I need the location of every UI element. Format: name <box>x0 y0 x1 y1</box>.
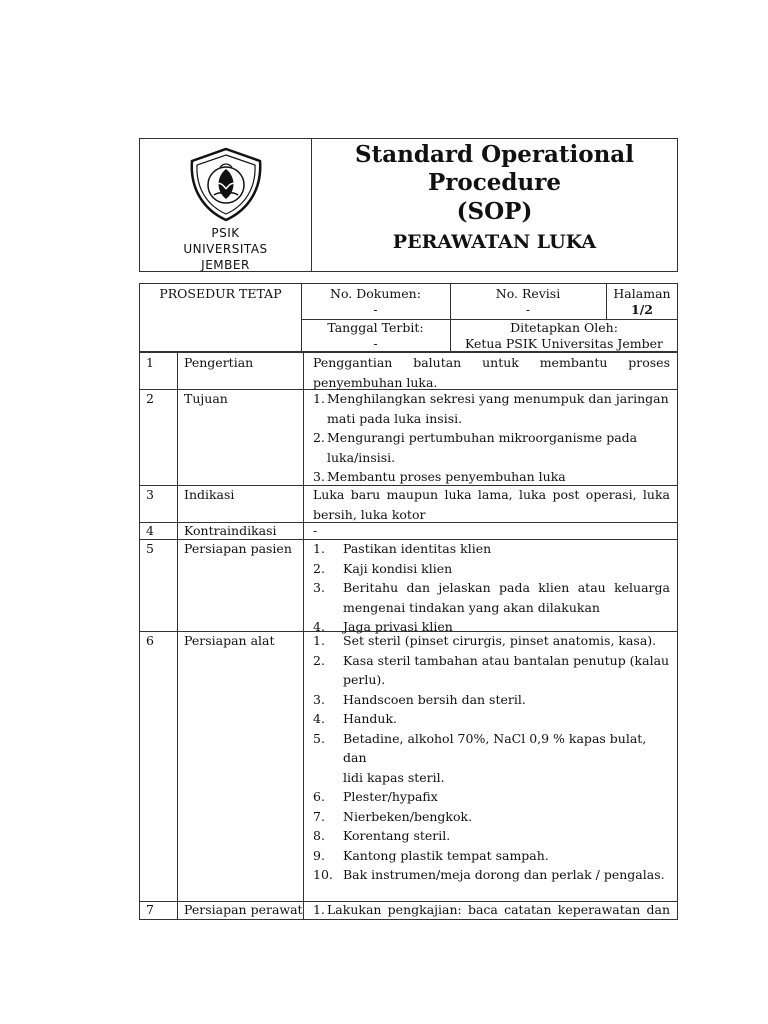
content-line: Lakukan pengkajian: baca catatan keperawatan dan <box>327 902 670 917</box>
tanggal-terbit-value: - <box>373 336 378 351</box>
list-item: 8. Korentang steril. <box>313 828 451 843</box>
list-item: 5. Betadine, alkohol 70%, NaCl 0,9 % kapas bulat, dan lidi kapas steril. <box>313 730 647 785</box>
no-revisi-cell <box>450 286 606 318</box>
procedure-table <box>139 352 678 920</box>
organization-name <box>140 225 311 273</box>
content-line: Penggantian balutan untuk membantu proses <box>313 355 670 370</box>
list-item: 9. Kantong plastik tempat sampah. <box>313 847 549 863</box>
document-info-grid <box>139 283 678 352</box>
table-row <box>140 352 677 390</box>
row-number: 2 <box>146 391 154 406</box>
org-line-psik: PSIK <box>211 226 240 240</box>
halaman-cell <box>606 286 678 318</box>
table-row <box>140 486 677 523</box>
tanggal-terbit-cell <box>301 320 450 352</box>
list-number: 1. <box>313 902 325 917</box>
list-item: 1. Menghilangkan sekresi yang menumpuk dan jaringan mati pada luka insisi. <box>313 391 669 426</box>
row-label: Persiapan pasien <box>184 541 292 556</box>
row-label: Indikasi <box>184 487 235 502</box>
row-content <box>313 900 670 920</box>
row-number: 6 <box>146 633 154 648</box>
tanggal-terbit-label: Tanggal Terbit: <box>327 320 424 335</box>
row-content <box>313 353 670 392</box>
row-label: Persiapan alat <box>184 633 275 648</box>
list-item: 2. Kaji kondisi klien <box>313 560 453 576</box>
persiapan-alat-list <box>313 631 670 885</box>
no-dokumen-label: No. Dokumen: <box>330 286 421 301</box>
list-item: 3. Membantu proses penyembuhan luka <box>313 469 566 484</box>
list-item: 3. Handscoen bersih dan steril. <box>313 691 526 707</box>
document-title-abbrev: (SOP) <box>456 198 533 225</box>
content-line: bersih, luka kotor <box>313 506 426 522</box>
row-label: Persiapan perawat <box>184 902 303 917</box>
ditetapkan-cell <box>450 320 678 352</box>
table-row <box>140 632 677 902</box>
table-row <box>140 540 677 632</box>
row-number: 4 <box>146 523 154 538</box>
prosedur-tetap-label: PROSEDUR TETAP <box>159 286 282 301</box>
list-item: 2. Mengurangi pertumbuhan mikroorganisme pada luka/insisi. <box>313 430 638 465</box>
ditetapkan-label: Ditetapkan Oleh: <box>510 320 618 335</box>
sop-header <box>139 138 678 272</box>
content-line: Luka baru maupun luka lama, luka post operasi, luka <box>313 487 670 502</box>
list-item: 7. Nierbeken/bengkok. <box>313 808 473 824</box>
tujuan-list <box>313 389 670 487</box>
row-number: 5 <box>146 541 154 556</box>
list-item: 1. Pastikan identitas klien <box>313 541 492 556</box>
row-number: 1 <box>146 355 154 370</box>
org-line-universitas: UNIVERSITAS <box>183 242 268 256</box>
row-content: - <box>313 523 318 538</box>
halaman-label: Halaman <box>613 286 671 301</box>
list-item: 1. Set steril (pinset cirurgis, pinset anatomis, kasa). <box>313 633 657 648</box>
logo-cell <box>140 139 312 271</box>
list-item: 6. Plester/hypafix <box>313 789 438 804</box>
title-cell <box>312 139 677 271</box>
row-label: Tujuan <box>184 391 228 406</box>
table-row <box>140 902 677 920</box>
row-number: 7 <box>146 902 154 917</box>
table-row <box>140 523 677 540</box>
row-content <box>313 485 670 524</box>
row-label: Kontraindikasi <box>184 523 277 538</box>
document-title: Standard Operational Procedure <box>355 141 634 196</box>
halaman-value: 1/2 <box>631 302 653 317</box>
no-dokumen-value: - <box>373 302 378 317</box>
no-revisi-label: No. Revisi <box>495 286 561 301</box>
persiapan-pasien-list <box>313 539 670 637</box>
no-revisi-value: - <box>525 302 531 317</box>
table-row <box>140 390 677 486</box>
no-dokumen-cell <box>301 286 450 318</box>
row-label: Pengertian <box>184 355 254 370</box>
ditetapkan-value: Ketua PSIK Universitas Jember <box>464 336 664 351</box>
list-item: 3. Beritahu dan jelaskan pada klien atau keluarga mengenai tindakan yang akan dilakukan <box>313 580 670 615</box>
procedure-title: PERAWATAN LUKA <box>392 231 597 253</box>
row-number: 3 <box>146 487 154 502</box>
list-item: 4. Jaga privasi klien <box>313 619 453 634</box>
list-item: 10. Bak instrumen/meja dorong dan perlak / pengalas. <box>313 867 665 882</box>
list-item: 4. Handuk. <box>313 711 398 726</box>
university-seal-icon <box>186 147 266 222</box>
content-line: penyembuhan luka. <box>313 374 438 390</box>
list-item: 2. Kasa steril tambahan atau bantalan penutup (kalau perlu). <box>313 652 670 687</box>
org-line-jember: JEMBER <box>201 258 250 272</box>
